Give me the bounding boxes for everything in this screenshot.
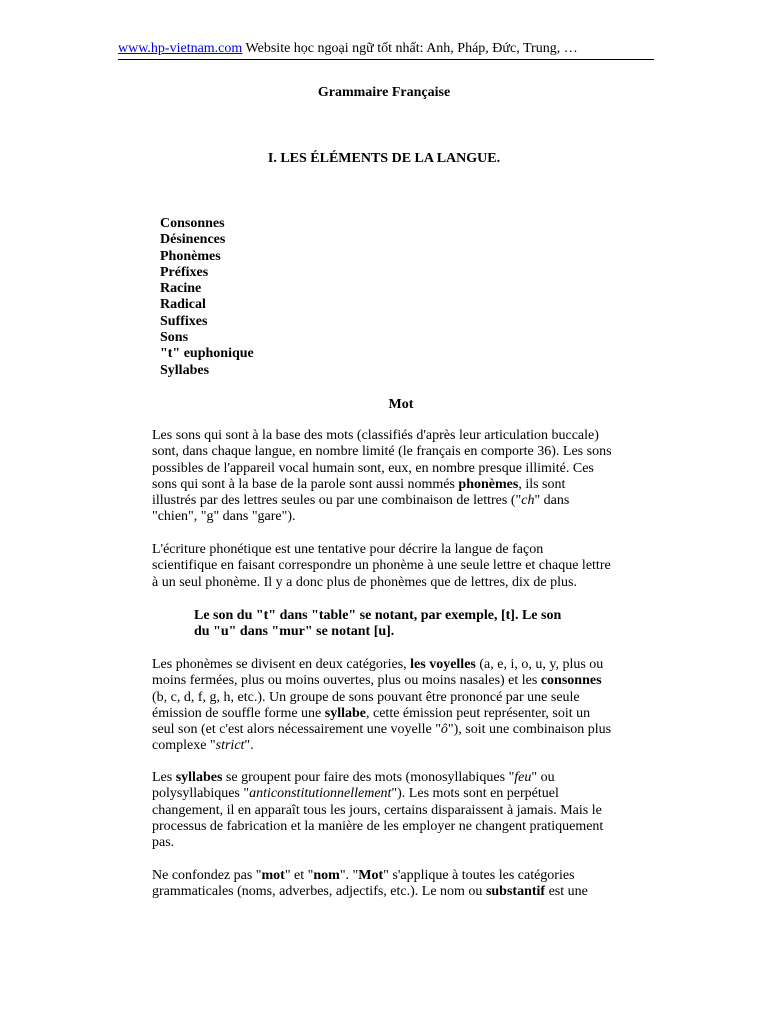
text-line: processus de fabrication et la manière de les employer ne changent pratiquement — [152, 818, 604, 834]
text-line: sont, dans chaque langue, en nombre limité (le français en comporte 36). Les sons — [152, 444, 612, 460]
text-run: Les phonèmes se divisent en deux catégories, — [152, 657, 411, 672]
term-mot: mot — [261, 868, 285, 883]
term-nom: nom — [313, 868, 340, 883]
text-line: "chien", "g" dans "gare"). — [152, 509, 296, 525]
topic-item: Suffixes — [160, 313, 208, 329]
paragraph-ecriture — [152, 542, 622, 591]
text-run: ". " — [339, 868, 359, 883]
term-consonnes: consonnes — [540, 673, 602, 689]
example-feu: feu — [514, 770, 532, 785]
paragraph-syllabes — [152, 770, 622, 851]
text-line — [152, 657, 622, 673]
topic-item: Phonèmes — [160, 248, 221, 264]
topic-item: Radical — [160, 297, 206, 313]
text-line: à un seul phonème. Il y a donc plus de phonèmes que de lettres, dix de plus. — [152, 574, 577, 590]
text-run: " et " — [284, 868, 314, 883]
text-run: illustrés par des lettres seules ou par une combinaison de lettres (" — [152, 493, 522, 509]
text-run: sons qui sont à la base de la parole sont aussi nommés — [152, 476, 459, 492]
text-line — [152, 884, 622, 900]
term-voyelles: les voyelles — [410, 657, 476, 672]
text-run: est une — [545, 884, 588, 900]
paragraph-mot-nom — [152, 868, 622, 901]
text-run: "). Les mots sont en perpétuel — [391, 786, 559, 802]
website-link[interactable]: www.hp-vietnam.com — [118, 41, 243, 56]
text-line: du "u" dans "mur" se notant [u]. — [194, 624, 395, 640]
term-syllabe: syllabe — [324, 705, 366, 721]
document-title: Grammaire Française — [317, 85, 451, 100]
text-line: Les sons qui sont à la base des mots (classifiés d'après leur articulation buccale) — [152, 428, 599, 443]
text-line — [152, 493, 622, 509]
topic-item: Désinences — [160, 232, 226, 248]
text-line — [152, 706, 622, 722]
topic-item: Syllabes — [160, 362, 210, 378]
text-run: " ou — [531, 770, 555, 785]
example-anticonstitutionnellement: anticonstitutionnellement — [249, 786, 392, 802]
text-run: se groupent pour faire des mots (monosyllabiques " — [222, 770, 515, 785]
text-line — [152, 673, 622, 689]
text-run: , ils sont — [518, 476, 566, 492]
text-run: ". — [244, 738, 254, 754]
topic-item: Préfixes — [160, 264, 209, 280]
example-strict: strict — [215, 738, 245, 754]
text-line: L'écriture phonétique est une tentative pour décrire la langue de façon — [152, 542, 544, 557]
text-line — [152, 738, 622, 754]
text-line — [152, 770, 622, 786]
term-phonemes: phonèmes — [458, 476, 519, 492]
text-run: (a, e, i, o, u, y, plus ou — [475, 657, 604, 672]
text-line: possibles de l'appareil vocal humain sont, eux, en nombre presque illimité. Ces — [152, 460, 594, 476]
text-run: Les — [152, 770, 176, 785]
text-run: moins fermées, plus ou moins ouvertes, plus ou moins nasales) et les — [152, 673, 541, 689]
topic-item: "t" euphonique — [160, 346, 254, 362]
text-line — [152, 722, 622, 738]
paragraph-sons — [152, 428, 622, 526]
text-line: pas. — [152, 835, 175, 851]
text-run: émission de souffle forme une — [152, 705, 325, 721]
term-mot-2: Mot — [358, 868, 384, 883]
text-run: Ne confondez pas " — [152, 868, 262, 883]
example-block — [194, 608, 594, 641]
topic-list — [160, 216, 254, 379]
section-title: I. LES ÉLÉMENTS DE LA LANGUE. — [267, 151, 501, 166]
text-line: changement, il en apparaît tous les jours, certains disparaissent à jamais. Mais le — [152, 802, 602, 818]
mot-heading: Mot — [388, 397, 414, 412]
text-line — [152, 477, 622, 493]
text-line — [152, 786, 622, 802]
text-run: complexe " — [152, 738, 216, 754]
paragraph-phonemes — [152, 657, 622, 755]
text-run: "), soit une combinaison plus — [447, 722, 612, 738]
text-run: " dans — [534, 493, 570, 509]
text-run: seul son (et c'est alors nécessairement une voyelle " — [152, 722, 441, 738]
topic-item: Sons — [160, 330, 189, 346]
term-substantif: substantif — [485, 884, 546, 900]
text-line — [152, 868, 622, 884]
text-line: Le son du "t" dans "table" se notant, par exemple, [t]. Le son — [194, 608, 562, 623]
text-line: scientifique en faisant correspondre un phonème à une seule lettre et chaque lettre — [152, 558, 611, 574]
topic-item: Consonnes — [160, 216, 225, 231]
text-run: grammaticales (noms, adverbes, adjectifs, etc.). Le nom ou — [152, 884, 486, 900]
text-run: polysyllabiques " — [152, 786, 250, 802]
term-syllabes: syllabes — [175, 770, 223, 785]
example-o: ô — [440, 722, 448, 738]
header-tagline: Website học ngoại ngữ tốt nhất: Anh, Pháp, Đức, Trung, … — [242, 41, 578, 56]
example-ch: ch — [521, 493, 535, 509]
page-header — [118, 40, 654, 60]
text-line: (b, c, d, f, g, h, etc.). Un groupe de sons pouvant être prononcé par une seule — [152, 689, 580, 705]
text-run: " s'applique à toutes les catégories — [383, 868, 575, 883]
topic-item: Racine — [160, 281, 202, 297]
text-run: , cette émission peut représenter, soit un — [366, 705, 591, 721]
